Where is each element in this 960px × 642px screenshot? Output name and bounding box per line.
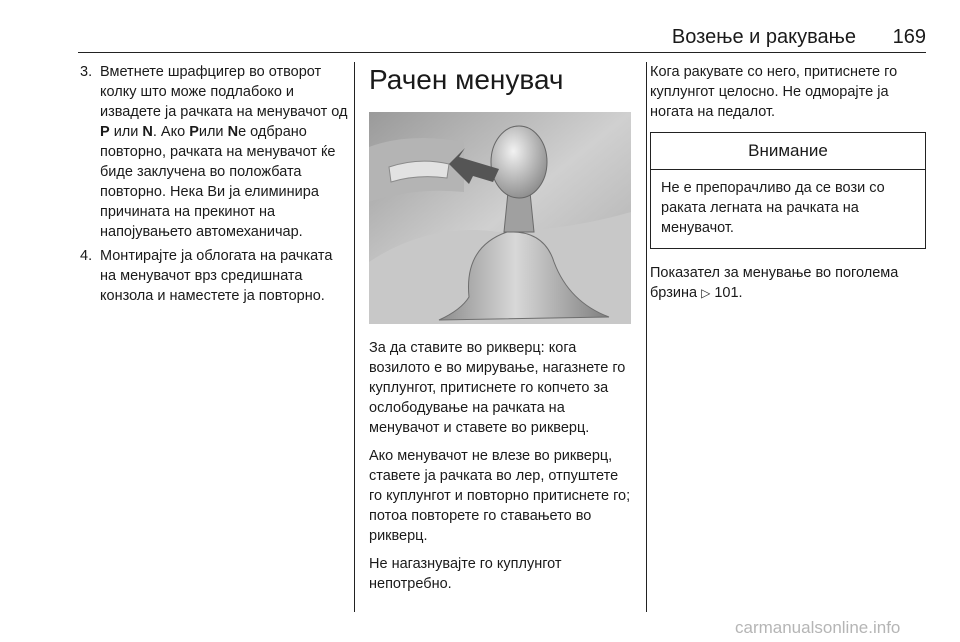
paragraph: Ако менувачот не влезе во рикверц, ставете ја рачката во лер, отпуштете го куплунгот и повторно притиснете го; потоа повторете го ставањето во рикверц. [369, 448, 631, 544]
page-header [78, 24, 926, 53]
gear-shifter-illustration [369, 112, 631, 324]
middle-column [369, 62, 631, 602]
paragraph: Кога ракувате со него, притиснете го куплунгот целосно. Не одморајте ја ногата на педалот. [650, 64, 898, 120]
step-4 [80, 246, 348, 306]
step-number: 4. [80, 248, 93, 264]
reference-page[interactable]: 101. [714, 285, 743, 301]
left-column [80, 62, 348, 310]
reference-arrow-icon: ▷ [701, 286, 711, 300]
gear-label-p: P [189, 124, 199, 140]
caution-text: Не е препорачливо да се вози со раката легната на рачката на менувачот. [661, 180, 885, 236]
watermark: carmanualsonline.info [735, 618, 901, 637]
cross-reference [650, 263, 926, 303]
reference-text: Показател за менување во поголема брзина [650, 265, 899, 301]
step-text: Монтирајте ја облогата на рачката на менувачот врз средишната конзола и наместете ја повторно. [100, 248, 333, 304]
step-number: 3. [80, 64, 93, 80]
paragraph: Не нагазнувајте го куплунгот непотребно. [369, 556, 562, 592]
paragraph: За да ставите во рикверц: кога возилото е во мирување, нагазнете го куплунгот, притиснете го копчето за ослободување на рачката на менувачот и ставете во рикверц. [369, 340, 626, 436]
column-divider [646, 62, 647, 612]
page-number: 169 [892, 26, 926, 48]
column-divider [354, 62, 355, 612]
caution-title: Внимание [651, 133, 925, 170]
caution-box [650, 132, 926, 249]
gear-label-p: P [100, 124, 110, 140]
shifter-knob [491, 126, 547, 198]
right-column [650, 62, 926, 311]
step-3 [80, 62, 348, 242]
gear-label-n: N [142, 124, 153, 140]
step-text: Вметнете шрафцигер во отворот колку што може подлабоко и извадете ја рачката на менувачот од P или N. Ако Pили Nе одбрано повторно, рачката на менувачот ќе биде заклучена во положбата повторно. Нека Ви ја елиминира причината на прекинот на напојувањето автомеханичар. [100, 64, 348, 240]
gear-label-n: N [227, 124, 239, 140]
section-title: Рачен менувач [369, 64, 564, 95]
header-title: Возење и ракување [671, 26, 856, 48]
